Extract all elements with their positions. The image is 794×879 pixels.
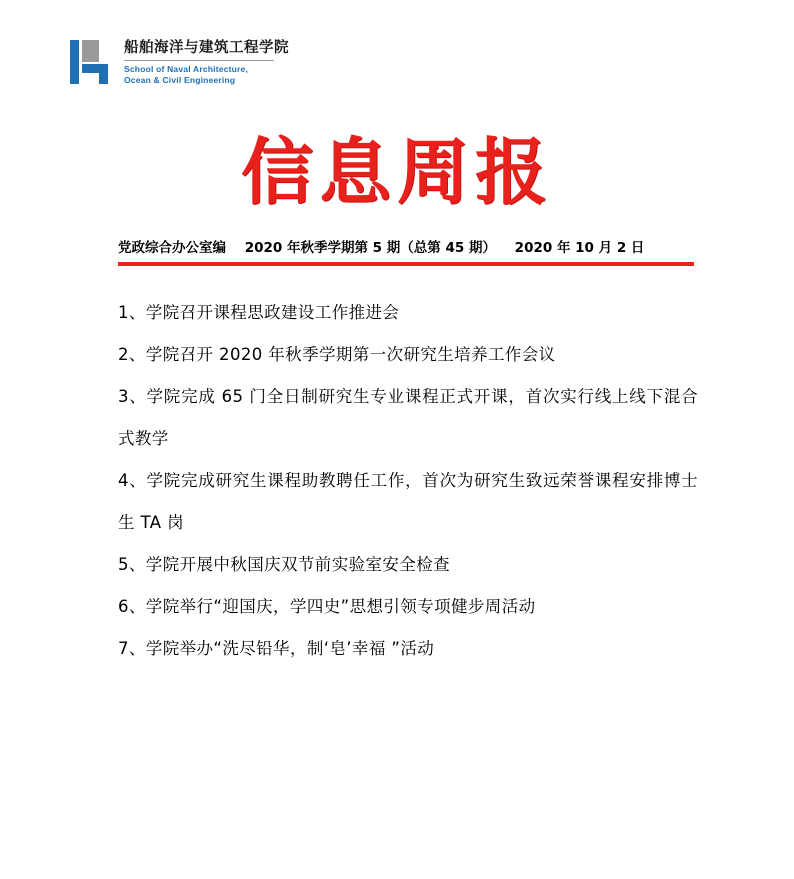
logo-english-line-2: Ocean & Civil Engineering [124,74,236,85]
issue-date: 2020 年 10 月 2 日 [514,240,645,256]
masthead [0,130,794,214]
list-item: 7、学院举办“洗尽铅华，制‘皂’幸福 ”活动 [118,639,435,658]
list-item: 4、学院完成研究生课程助教聘任工作，首次为研究生致远荣誉课程安排博士生 TA 岗 [118,471,698,532]
naoce-logo-mark-icon [70,38,114,88]
list-item: 1、学院召开课程思政建设工作推进会 [118,303,400,322]
logo-divider [124,60,274,61]
header-red-rule [118,262,694,266]
logo-chinese-name: 船舶海洋与建筑工程学院 [124,40,289,56]
list-item: 3、学院完成 65 门全日制研究生专业课程正式开课，首次实行线上线下混合式教学 [118,387,698,448]
page-title: 信息周报 [240,130,553,214]
issue-info-line [118,236,694,256]
contents-list [118,292,698,670]
logo-text-block [124,38,289,85]
issue-volume: 2020 年秋季学期第 5 期（总第 45 期） [244,240,496,256]
list-item: 6、学院举行“迎国庆，学四史”思想引领专项健步周活动 [118,597,536,616]
institution-logo [70,38,289,88]
list-item: 2、学院召开 2020 年秋季学期第一次研究生培养工作会议 [118,345,556,364]
issue-publisher: 党政综合办公室编 [118,240,226,256]
logo-english-line-1: School of Naval Architecture, [124,64,249,74]
list-item: 5、学院开展中秋国庆双节前实验室安全检查 [118,555,450,574]
